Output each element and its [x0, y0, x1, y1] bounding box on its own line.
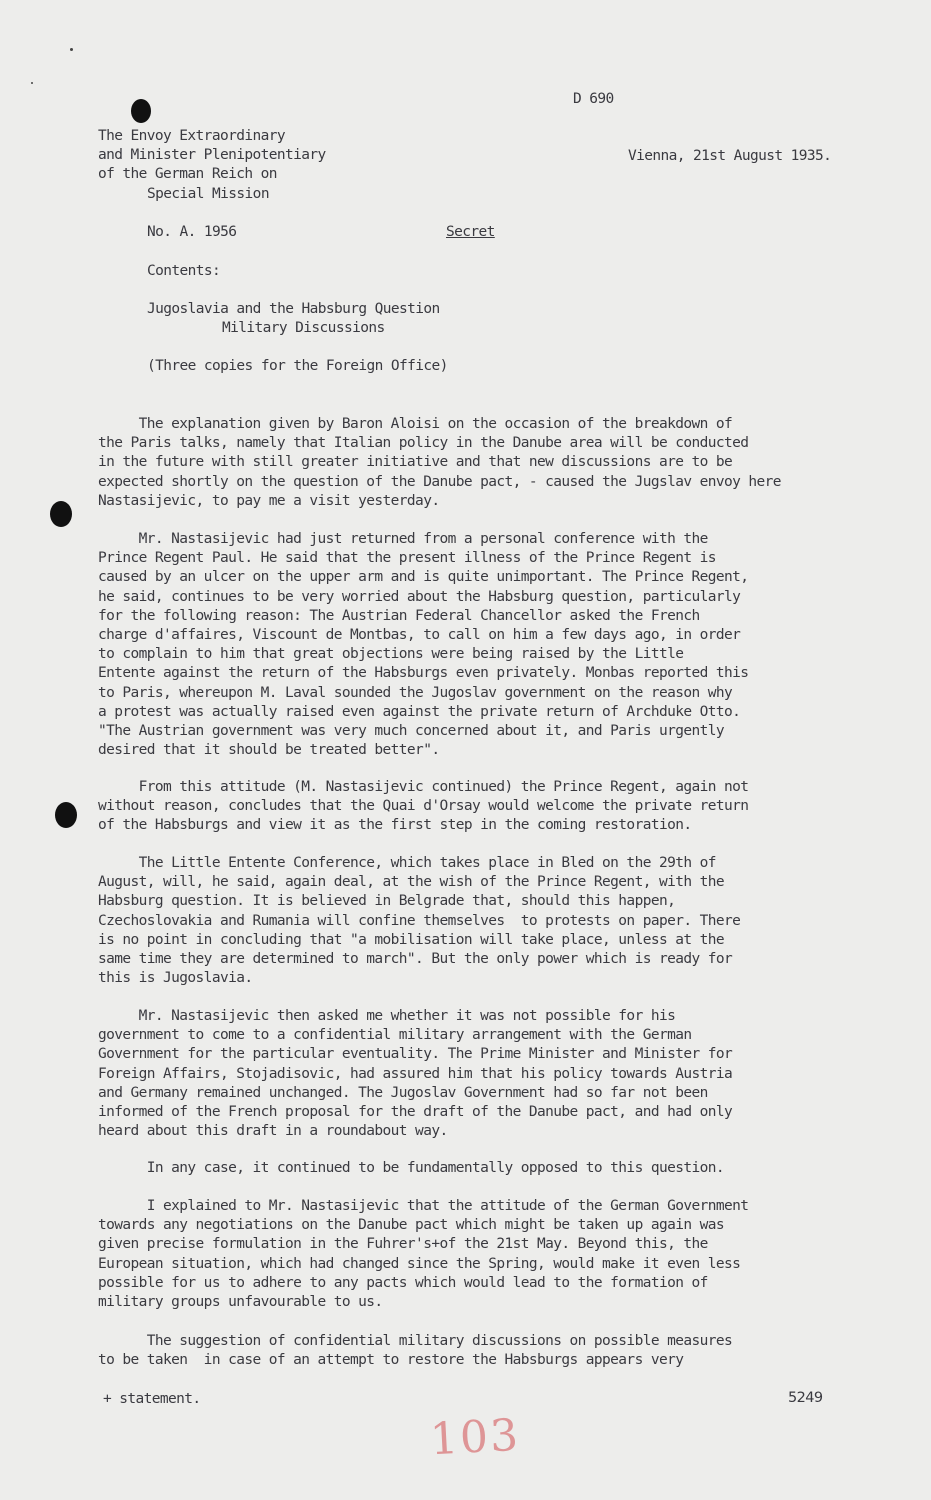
text-line: The Little Entente Conference, which takes place in Bled on the 29th of — [98, 855, 716, 871]
text-line: towards any negotiations on the Danube pact which might be taken up again was — [98, 1217, 724, 1234]
page-code: 5249 — [788, 1390, 823, 1406]
text-line: the Paris talks, namely that Italian policy in the Danube area will be conducted — [98, 435, 749, 452]
contents-label: Contents: — [147, 263, 221, 279]
text-line: European situation, which had changed since the Spring, would make it even less — [98, 1255, 741, 1272]
text-line: is no point in concluding that "a mobilisation will take place, unless at the — [98, 931, 724, 948]
text-line: for the following reason: The Austrian Federal Chancellor asked the French — [98, 607, 700, 624]
text-line: charge d'affaires, Viscount de Montbas, to call on him a few days ago, in order — [98, 626, 741, 643]
text-line: in the future with still greater initiative and that new discussions are to be — [98, 454, 733, 471]
text-line: The explanation given by Baron Aloisi on the occasion of the breakdown of — [98, 416, 733, 432]
text-line: The suggestion of confidential military discussions on possible measures — [98, 1333, 733, 1349]
paragraph — [98, 530, 878, 760]
text-line: expected shortly on the question of the Danube pact, - caused the Jugslav envoy here — [98, 473, 781, 490]
subject-line: Jugoslavia and the Habsburg Question — [147, 301, 440, 317]
text-line: Czechoslovakia and Rumania will confine themselves to protests on paper. There — [98, 912, 741, 929]
text-line: given precise formulation in the Fuhrer's+of the 21st May. Beyond this, the — [98, 1236, 708, 1253]
punch-hole-middle — [50, 501, 72, 527]
copies-note: (Three copies for the Foreign Office) — [147, 358, 448, 374]
text-line: to Paris, whereupon M. Laval sounded the Jugoslav government on the reason why — [98, 684, 733, 701]
subject-line: Military Discussions — [222, 320, 385, 336]
paragraph — [98, 1332, 878, 1370]
text-line: Mr. Nastasijevic then asked me whether it was not possible for his — [98, 1008, 676, 1024]
text-line: informed of the French proposal for the draft of the Danube pact, and had only — [98, 1103, 733, 1120]
text-line: without reason, concludes that the Quai d'Orsay would welcome the private return — [98, 798, 749, 815]
text-line: of the Habsburgs and view it as the first step in the coming restoration. — [98, 817, 692, 834]
text-line: In any case, it continued to be fundamentally opposed to this question. — [98, 1160, 724, 1176]
paragraph — [98, 854, 878, 988]
text-line: this is Jugoslavia. — [98, 970, 253, 987]
text-line: government to come to a confidential military arrangement with the German — [98, 1027, 692, 1044]
paragraph — [98, 415, 878, 511]
text-line: same time they are determined to march". But the only power which is ready for — [98, 950, 733, 967]
text-line: Nastasijevic, to pay me a visit yesterday. — [98, 492, 440, 509]
text-line: heard about this draft in a roundabout way. — [98, 1123, 448, 1140]
text-line: Habsburg question. It is believed in Belgrade that, should this happen, — [98, 893, 676, 910]
text-line: to be taken in case of an attempt to restore the Habsburgs appears very — [98, 1352, 684, 1369]
text-line: August, will, he said, again deal, at the wish of the Prince Regent, with the — [98, 874, 724, 891]
text-line: desired that it should be treated better". — [98, 742, 440, 759]
text-line: and Germany remained unchanged. The Jugoslav Government had so far not been — [98, 1084, 708, 1101]
folio-stamp: 103 — [428, 1409, 522, 1466]
text-line: he said, continues to be very worried about the Habsburg question, particularly — [98, 588, 741, 605]
text-line: Government for the particular eventuality. The Prime Minister and Minister for — [98, 1046, 733, 1063]
paragraph — [98, 1197, 878, 1312]
text-line: "The Austrian government was very much concerned about it, and Paris urgently — [98, 722, 724, 739]
sender-line: and Minister Plenipotentiary — [98, 147, 326, 163]
classification-secret: Secret — [446, 224, 495, 240]
paragraph — [98, 1159, 878, 1178]
ink-speck — [70, 48, 73, 51]
paragraph — [98, 1007, 878, 1141]
document-number: D 690 — [573, 91, 614, 107]
reference-number: No. A. 1956 — [147, 224, 237, 240]
text-line: Foreign Affairs, Stojadisovic, had assured him that his policy towards Austria — [98, 1065, 733, 1082]
sender-line: of the German Reich on — [98, 166, 277, 182]
punch-hole-lower — [55, 802, 77, 828]
text-line: I explained to Mr. Nastasijevic that the attitude of the German Government — [98, 1198, 749, 1214]
text-line: caused by an ulcer on the upper arm and is quite unimportant. The Prince Regent, — [98, 569, 749, 586]
place-date: Vienna, 21st August 1935. — [628, 148, 832, 164]
ink-speck — [31, 82, 33, 84]
sender-line: The Envoy Extraordinary — [98, 128, 285, 144]
punch-hole-top — [131, 99, 151, 123]
footnote: + statement. — [103, 1391, 201, 1407]
text-line: Prince Regent Paul. He said that the present illness of the Prince Regent is — [98, 550, 716, 567]
text-line: to complain to him that great objections were being raised by the Little — [98, 646, 684, 663]
text-line: From this attitude (M. Nastasijevic continued) the Prince Regent, again not — [98, 779, 749, 795]
text-line: Entente against the return of the Habsburgs even privately. Monbas reported this — [98, 665, 749, 682]
text-line: a protest was actually raised even against the private return of Archduke Otto. — [98, 703, 741, 720]
sender-line: Special Mission — [147, 186, 269, 202]
text-line: military groups unfavourable to us. — [98, 1293, 383, 1310]
paragraph — [98, 778, 878, 836]
text-line: possible for us to adhere to any pacts which would lead to the formation of — [98, 1274, 708, 1291]
text-line: Mr. Nastasijevic had just returned from a personal conference with the — [98, 531, 708, 547]
